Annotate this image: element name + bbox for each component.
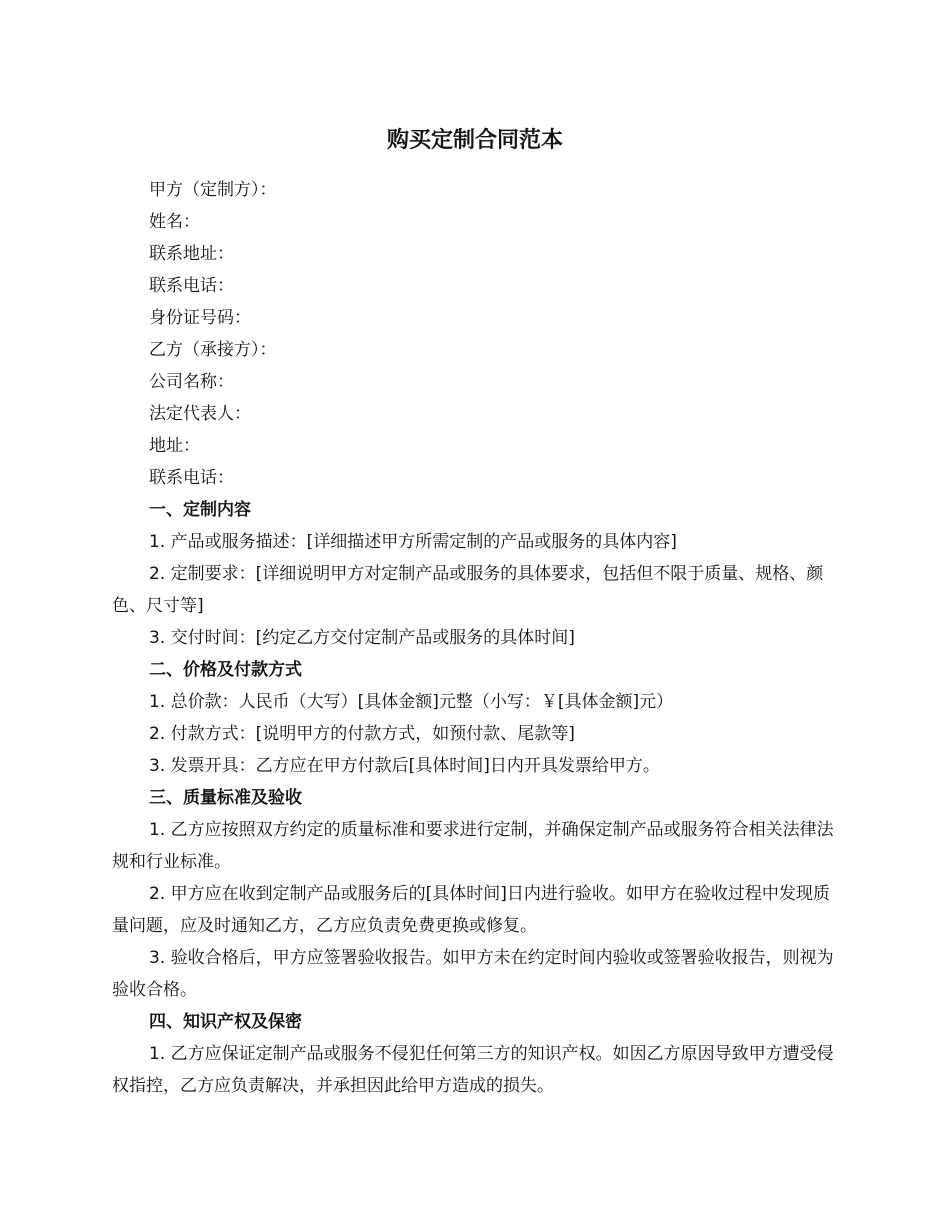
section-heading-quality-acceptance: 三、质量标准及验收 bbox=[149, 788, 302, 808]
party-b-company: 公司名称： bbox=[149, 372, 234, 392]
party-b-address: 地址： bbox=[149, 436, 200, 456]
section-item: 1. 乙方应按照双方约定的质量标准和要求进行定制，并确保定制产品或服务符合相关法律法规和行业标准。 bbox=[112, 820, 834, 872]
party-a-address: 联系地址： bbox=[149, 244, 234, 264]
section-item: 3. 发票开具：乙方应在甲方付款后[具体时间]日内开具发票给甲方。 bbox=[149, 756, 660, 776]
section-item: 2. 付款方式：[说明甲方的付款方式，如预付款、尾款等] bbox=[149, 724, 575, 744]
party-b-label: 乙方（承接方）： bbox=[149, 340, 277, 360]
section-item: 2. 甲方应在收到定制产品或服务后的[具体时间]日内进行验收。如甲方在验收过程中发现质量问题，应及时通知乙方，乙方应负责免费更换或修复。 bbox=[112, 884, 830, 936]
section-heading-ip-confidentiality: 四、知识产权及保密 bbox=[149, 1012, 302, 1032]
party-b-representative: 法定代表人： bbox=[149, 404, 251, 424]
party-a-label: 甲方（定制方）： bbox=[149, 180, 277, 200]
party-a-id-number: 身份证号码： bbox=[149, 308, 251, 328]
party-a-phone: 联系电话： bbox=[149, 276, 234, 296]
section-heading-customization: 一、定制内容 bbox=[149, 500, 251, 520]
section-item: 1. 总价款：人民币（大写）[具体金额]元整（小写：￥[具体金额]元） bbox=[149, 692, 674, 712]
section-item: 3. 验收合格后，甲方应签署验收报告。如甲方未在约定时间内验收或签署验收报告，则视为验收合格。 bbox=[112, 948, 834, 1000]
party-b-phone: 联系电话： bbox=[149, 468, 234, 488]
section-item: 3. 交付时间：[约定乙方交付定制产品或服务的具体时间] bbox=[149, 628, 575, 648]
party-a-name: 姓名： bbox=[149, 212, 200, 232]
document-body bbox=[112, 174, 836, 1102]
section-item: 1. 乙方应保证定制产品或服务不侵犯任何第三方的知识产权。如因乙方原因导致甲方遭受侵权指控，乙方应负责解决，并承担因此给甲方造成的损失。 bbox=[112, 1044, 834, 1096]
section-item: 1. 产品或服务描述：[详细描述甲方所需定制的产品或服务的具体内容] bbox=[149, 532, 677, 552]
section-item: 2. 定制要求：[详细说明甲方对定制产品或服务的具体要求，包括但不限于质量、规格、颜色、尺寸等] bbox=[112, 564, 824, 616]
document-title: 购买定制合同范本 bbox=[386, 128, 563, 153]
section-heading-price-payment: 二、价格及付款方式 bbox=[149, 660, 302, 680]
